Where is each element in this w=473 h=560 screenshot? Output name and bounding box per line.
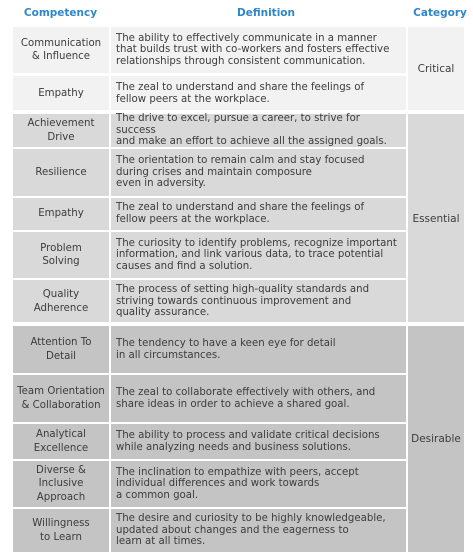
header-definition: Definition bbox=[236, 7, 295, 19]
competency-cell: Quality Adherence bbox=[13, 280, 109, 323]
competency-cell: Empathy bbox=[13, 76, 109, 111]
competency-cell: Diverse & Inclusive Approach bbox=[13, 461, 109, 507]
competency-cell: Problem Solving bbox=[13, 232, 109, 278]
definition-cell: The zeal to collaborate effectively with others, and share ideas in order to achieve a shared goal. bbox=[111, 375, 406, 422]
definition-cell: The process of setting high-quality standards and striving towards continuous improvement and quality assurance. bbox=[111, 280, 406, 323]
competency-cell: Resilience bbox=[13, 149, 109, 196]
group-separator bbox=[0, 110, 473, 113]
definition-cell: The orientation to remain calm and stay focused during crises and maintain composure even in adversity. bbox=[111, 149, 406, 196]
category-cell: Essential bbox=[408, 114, 464, 323]
definition-cell: The desire and curiosity to be highly knowledgeable, updated about changes and the eagerness to learn at all times. bbox=[111, 509, 406, 552]
definition-cell: The tendency to have a keen eye for detail in all circumstances. bbox=[111, 326, 406, 373]
category-cell: Critical bbox=[408, 27, 464, 111]
category-cell: Desirable bbox=[408, 326, 464, 552]
competency-cell: Team Orientation & Collaboration bbox=[13, 375, 109, 422]
competency-cell: Achievement Drive bbox=[13, 114, 109, 147]
competency-cell: Empathy bbox=[13, 198, 109, 230]
definition-cell: The zeal to understand and share the feelings of fellow peers at the workplace. bbox=[111, 76, 406, 111]
competency-cell: Willingness to Learn bbox=[13, 509, 109, 552]
definition-cell: The zeal to understand and share the feelings of fellow peers at the workplace. bbox=[111, 198, 406, 230]
group-separator bbox=[0, 322, 473, 325]
definition-cell: The ability to effectively communicate in a manner that builds trust with co-workers and fosters effective relationships through consistent communication. bbox=[111, 27, 406, 73]
competency-cell: Attention To Detail bbox=[13, 326, 109, 373]
definition-cell: The drive to excel, pursue a career, to strive for success and make an effort to achieve all the assigned goals. bbox=[111, 114, 406, 147]
header-competency: Competency bbox=[23, 7, 98, 19]
definition-cell: The inclination to empathize with peers, accept individual differences and work towards a common goal. bbox=[111, 461, 406, 507]
definition-cell: The curiosity to identify problems, recognize important information, and link various data, to trace potential causes and find a solution. bbox=[111, 232, 406, 278]
competency-cell: Analytical Excellence bbox=[13, 424, 109, 459]
header-category: Category bbox=[413, 7, 467, 19]
definition-cell: The ability to process and validate critical decisions while analyzing needs and business solutions. bbox=[111, 424, 406, 459]
competency-cell: Communication & Influence bbox=[13, 27, 109, 73]
